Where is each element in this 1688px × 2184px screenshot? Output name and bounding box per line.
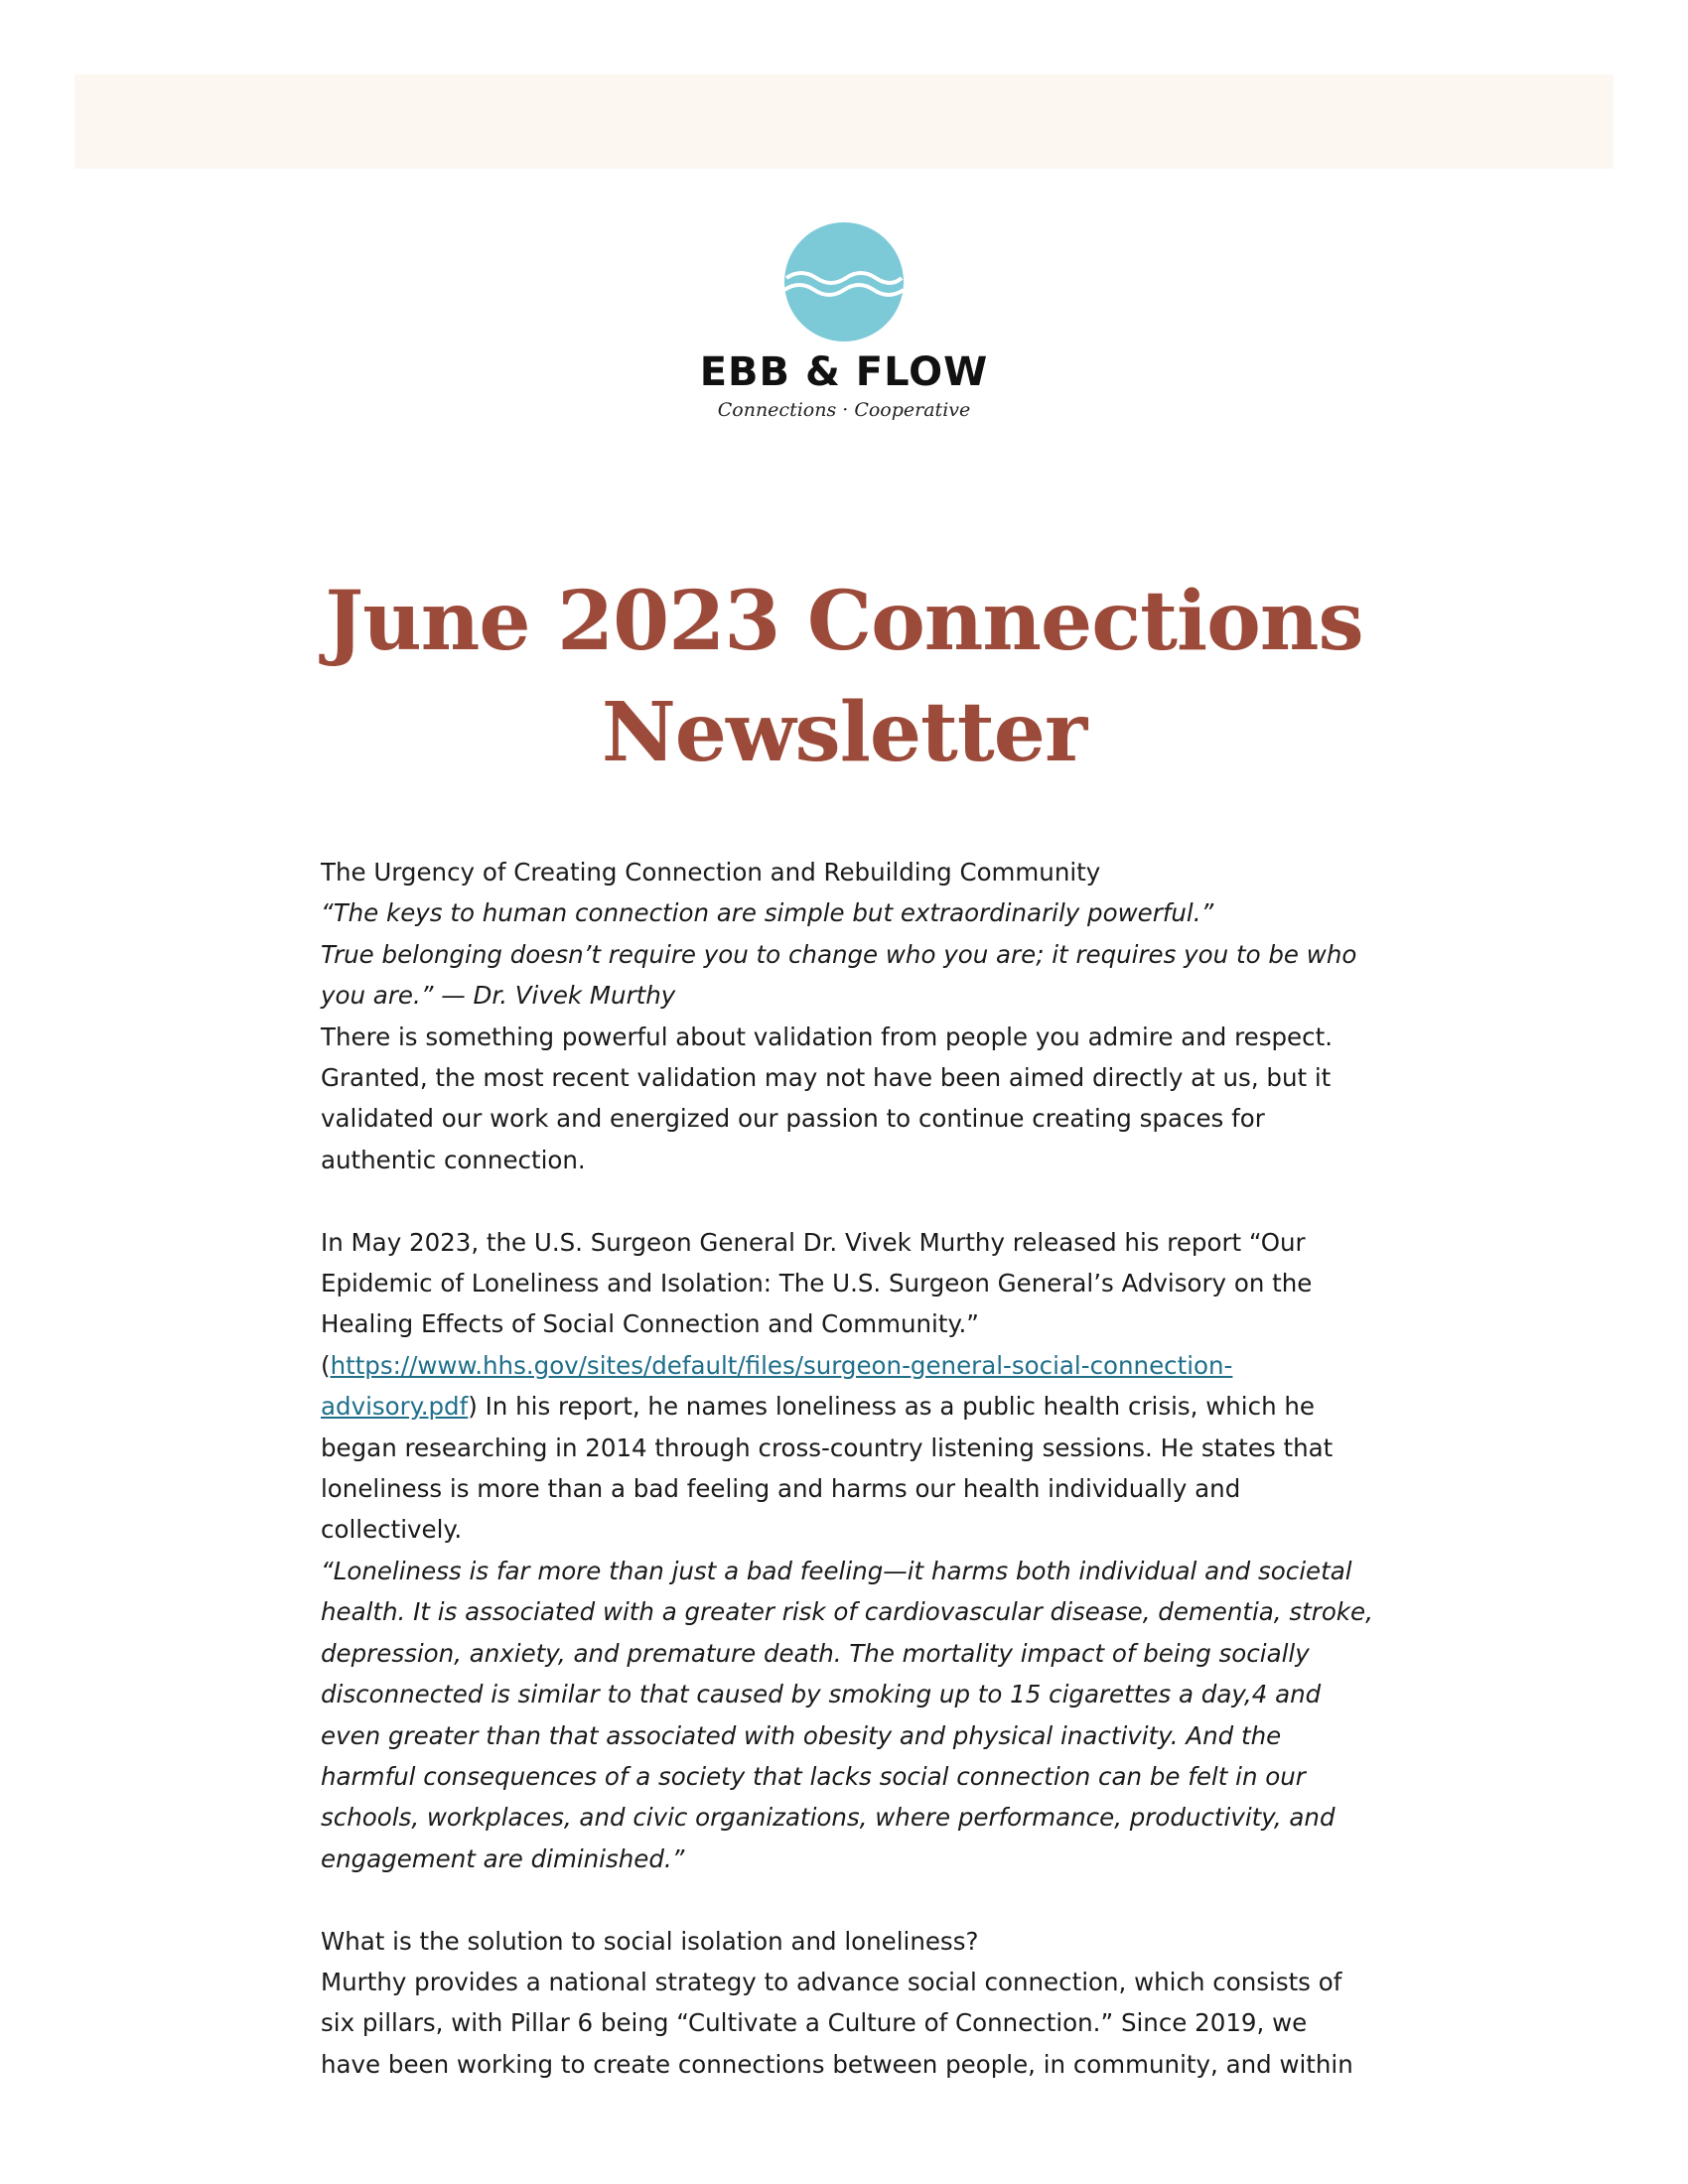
validation-paragraph: There is something powerful about validation from people you admire and respect. Granted, the most recent validation may not have been aimed directly at us, but it validated our work and energized our passion to continue creating spaces for authentic connection.: [321, 1022, 1333, 1174]
report-paragraph-rest: ) In his report, he names loneliness as a public health crisis, which he began researching in 2014 through cross-country listening sessions. He states that loneliness is more than a bad feeling and harms our health individually and collectively.: [321, 1392, 1334, 1545]
top-banner: [74, 74, 1614, 169]
newsletter-title: June 2023 Connections Newsletter: [325, 574, 1363, 780]
report-paragraph: [321, 1222, 1373, 1551]
report-paragraph-intro: In May 2023, the U.S. Surgeon General Dr. Vivek Murthy released his report “Our Epidemic of Loneliness and Isolation: The U.S. Surgeon General’s Advisory on the Healing Effects of Social Connection and Community.” (: [321, 1227, 1313, 1380]
strategy-paragraph: Murthy provides a national strategy to advance social connection, which consists of six pillars, with Pillar 6 being “Cultivate a Culture of Connection.” Since 2019, we have been working to create connections between people, in community, and within: [321, 1967, 1353, 2079]
logo-name: EBB & FLOW: [699, 349, 989, 395]
murthy-quote-keys: “The keys to human connection are simple but extraordinarily powerful.”: [321, 898, 1214, 928]
section-heading-solution: What is the solution to social isolation and loneliness?: [321, 1926, 979, 1956]
advisory-report-link[interactable]: https://www.hhs.gov/sites/default/files/surgeon-general-social-connection-advisory.pdf: [321, 1350, 1233, 1422]
logo-tagline: Connections · Cooperative: [717, 399, 971, 421]
paragraph-spacer: [321, 1879, 1373, 1920]
loneliness-quote: “Loneliness is far more than just a bad feeling—it harms both individual and societal health. It is associated with a greater risk of cardiovascular disease, dementia, stroke, depression, anxiety, and premature death. The mortality impact of being socially disconnected is similar to that caused by smoking up to 15 cigarettes a day,4 and even greater than that associated with obesity and physical inactivity. And the harmful consequences of a society that lacks social connection can be felt in our schools, workplaces, and civic organizations, where performance, productivity, and engagement are diminished.”: [321, 1556, 1373, 1873]
section-heading-urgency: The Urgency of Creating Connection and Rebuilding Community: [321, 858, 1101, 887]
logo-wave-icon: [782, 220, 906, 343]
newsletter-body: [321, 852, 1373, 2085]
murthy-quote-belonging: True belonging doesn’t require you to change who you are; it requires you to be who you are.” — Dr. Vivek Murthy: [321, 939, 1357, 1011]
paragraph-spacer: [321, 1180, 1373, 1221]
logo: [645, 220, 1043, 424]
